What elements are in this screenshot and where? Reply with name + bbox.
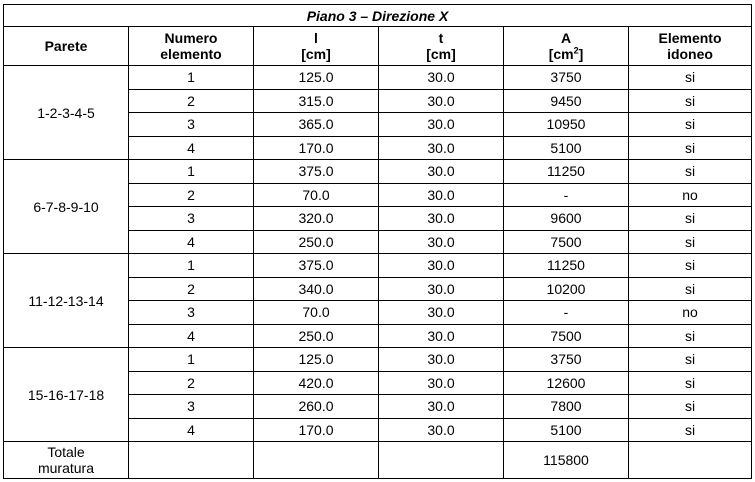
parete-cell: 6-7-8-9-10 <box>4 160 129 254</box>
cell-idoneo: si <box>629 254 752 278</box>
cell-a: 11250 <box>504 160 629 184</box>
table-row <box>4 66 752 90</box>
cell-idoneo: si <box>629 324 752 348</box>
cell-t: 30.0 <box>379 183 504 207</box>
data-table <box>3 4 752 479</box>
cell-l: 375.0 <box>254 160 379 184</box>
cell-a: 5100 <box>504 136 629 160</box>
cell-idoneo: si <box>629 395 752 419</box>
total-empty-idoneo <box>629 442 752 479</box>
cell-t: 30.0 <box>379 89 504 113</box>
cell-idoneo: si <box>629 348 752 372</box>
total-empty-l <box>254 442 379 479</box>
header-parete-label: Parete <box>44 38 88 54</box>
cell-t: 30.0 <box>379 136 504 160</box>
cell-l: 315.0 <box>254 89 379 113</box>
cell-idoneo: si <box>629 136 752 160</box>
cell-l: 170.0 <box>254 418 379 442</box>
cell-l: 260.0 <box>254 395 379 419</box>
cell-l: 70.0 <box>254 301 379 325</box>
cell-t: 30.0 <box>379 113 504 137</box>
cell-a: 9600 <box>504 207 629 231</box>
cell-t: 30.0 <box>379 418 504 442</box>
cell-numero: 1 <box>129 254 254 278</box>
cell-idoneo: si <box>629 89 752 113</box>
total-label <box>4 442 129 479</box>
cell-a: 11250 <box>504 254 629 278</box>
cell-numero: 4 <box>129 230 254 254</box>
table-row <box>4 160 752 184</box>
cell-l: 420.0 <box>254 371 379 395</box>
header-a-line2-sup: 2 <box>573 45 579 56</box>
header-row <box>4 27 752 66</box>
header-numero-line1: Numero <box>164 30 218 46</box>
cell-a: 10950 <box>504 113 629 137</box>
cell-a: 3750 <box>504 66 629 90</box>
cell-t: 30.0 <box>379 230 504 254</box>
table-row <box>4 348 752 372</box>
table-body <box>4 66 752 479</box>
cell-numero: 4 <box>129 136 254 160</box>
cell-t: 30.0 <box>379 66 504 90</box>
cell-numero: 2 <box>129 183 254 207</box>
cell-idoneo: si <box>629 207 752 231</box>
cell-t: 30.0 <box>379 395 504 419</box>
cell-numero: 3 <box>129 301 254 325</box>
cell-idoneo: si <box>629 160 752 184</box>
cell-idoneo: si <box>629 371 752 395</box>
cell-a: 10200 <box>504 277 629 301</box>
cell-a: 9450 <box>504 89 629 113</box>
cell-l: 375.0 <box>254 254 379 278</box>
cell-t: 30.0 <box>379 160 504 184</box>
cell-numero: 2 <box>129 89 254 113</box>
total-row <box>4 442 752 479</box>
cell-idoneo: si <box>629 113 752 137</box>
cell-l: 170.0 <box>254 136 379 160</box>
cell-numero: 4 <box>129 418 254 442</box>
cell-l: 125.0 <box>254 348 379 372</box>
cell-t: 30.0 <box>379 277 504 301</box>
cell-idoneo: si <box>629 277 752 301</box>
cell-a: 3750 <box>504 348 629 372</box>
cell-l: 250.0 <box>254 324 379 348</box>
total-empty-t <box>379 442 504 479</box>
cell-idoneo: si <box>629 66 752 90</box>
cell-l: 340.0 <box>254 277 379 301</box>
cell-a: 7500 <box>504 324 629 348</box>
cell-l: 250.0 <box>254 230 379 254</box>
cell-a: 12600 <box>504 371 629 395</box>
cell-t: 30.0 <box>379 207 504 231</box>
cell-t: 30.0 <box>379 348 504 372</box>
header-a-line2-post: ] <box>578 46 584 62</box>
total-area: 115800 <box>504 442 629 479</box>
cell-numero: 3 <box>129 113 254 137</box>
cell-numero: 3 <box>129 395 254 419</box>
total-label-line2: muratura <box>37 460 95 476</box>
parete-cell: 11-12-13-14 <box>4 254 129 348</box>
header-t-line2: [cm] <box>426 46 456 62</box>
cell-numero: 1 <box>129 66 254 90</box>
table-title: Piano 3 – Direzione X <box>4 5 752 27</box>
cell-l: 320.0 <box>254 207 379 231</box>
cell-idoneo: si <box>629 418 752 442</box>
cell-t: 30.0 <box>379 254 504 278</box>
parete-cell: 15-16-17-18 <box>4 348 129 442</box>
cell-numero: 1 <box>129 348 254 372</box>
cell-idoneo: no <box>629 183 752 207</box>
cell-idoneo: si <box>629 230 752 254</box>
cell-l: 365.0 <box>254 113 379 137</box>
cell-numero: 2 <box>129 371 254 395</box>
cell-t: 30.0 <box>379 301 504 325</box>
cell-numero: 4 <box>129 324 254 348</box>
cell-l: 125.0 <box>254 66 379 90</box>
header-t <box>379 27 504 66</box>
header-idoneo-line2: idoneo <box>667 46 713 62</box>
cell-numero: 1 <box>129 160 254 184</box>
header-numero <box>129 27 254 66</box>
cell-t: 30.0 <box>379 324 504 348</box>
cell-a: 7800 <box>504 395 629 419</box>
total-empty-numero <box>129 442 254 479</box>
cell-a: 7500 <box>504 230 629 254</box>
header-a-line2-pre: [cm <box>548 46 574 62</box>
cell-a: 5100 <box>504 418 629 442</box>
header-numero-line2: elemento <box>160 46 222 62</box>
cell-t: 30.0 <box>379 371 504 395</box>
cell-l: 70.0 <box>254 183 379 207</box>
header-l-line2: [cm] <box>301 46 331 62</box>
header-a-line1: A <box>560 30 572 46</box>
total-label-line1: Totale <box>47 444 85 460</box>
cell-a: - <box>504 183 629 207</box>
parete-cell: 1-2-3-4-5 <box>4 66 129 160</box>
header-parete <box>4 27 129 66</box>
cell-numero: 2 <box>129 277 254 301</box>
table-row <box>4 254 752 278</box>
header-idoneo <box>629 27 752 66</box>
header-l-line1: l <box>314 30 318 46</box>
header-idoneo-line1: Elemento <box>658 30 722 46</box>
header-t-line1: t <box>438 30 444 46</box>
header-l <box>254 27 379 66</box>
cell-idoneo: no <box>629 301 752 325</box>
cell-numero: 3 <box>129 207 254 231</box>
cell-a: - <box>504 301 629 325</box>
header-a <box>504 27 629 66</box>
